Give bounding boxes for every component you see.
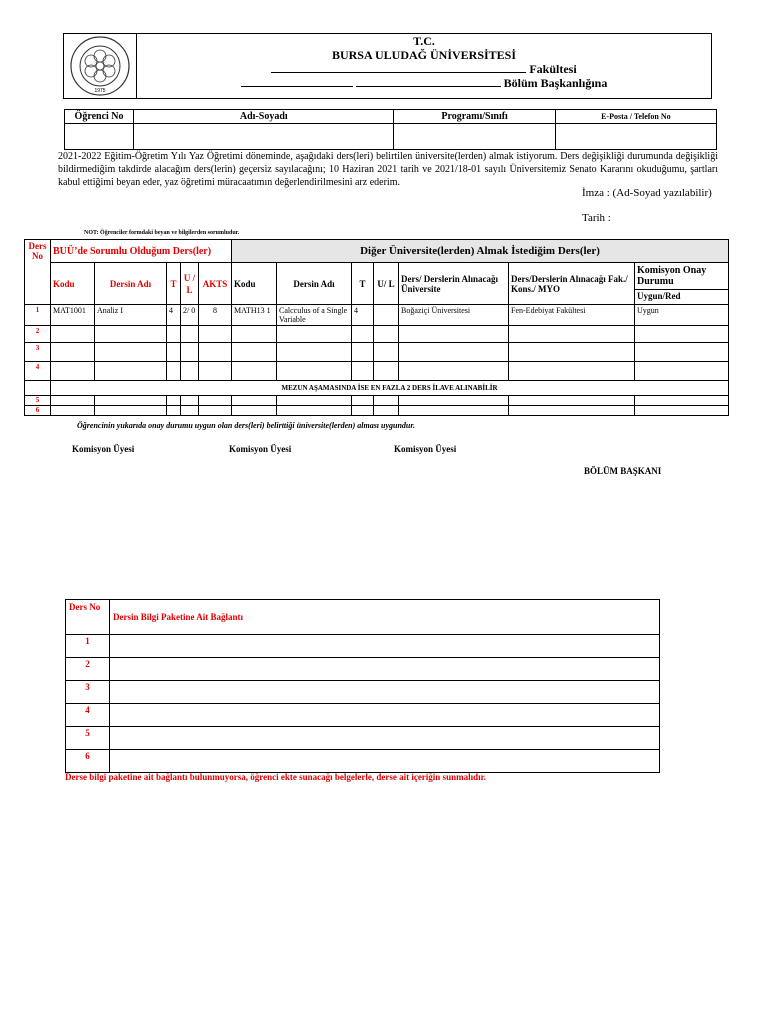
cell-ad-2[interactable] <box>277 396 352 406</box>
program-header: Programı/Sınıfı <box>394 110 555 124</box>
signature-label: İmza : (Ad-Soyad yazılabilir) <box>582 187 712 199</box>
contact-field[interactable] <box>555 124 716 150</box>
table-row <box>66 750 660 773</box>
cell-t[interactable] <box>167 396 181 406</box>
link-field[interactable] <box>110 681 660 704</box>
row-number: 6 <box>25 406 51 416</box>
cell-university[interactable] <box>399 362 509 381</box>
header-university: BURSA ULUDAĞ ÜNİVERSİTESİ <box>331 48 517 62</box>
responsibility-note: NOT: Öğrenciler formdaki beyan ve bilgilerden sorumludur. <box>84 230 240 236</box>
cell-t[interactable] <box>167 406 181 416</box>
col-kodu: Kodu <box>51 263 95 305</box>
cell-t[interactable] <box>167 343 181 362</box>
table-row <box>66 727 660 750</box>
course-table <box>24 239 729 416</box>
cell-ul[interactable] <box>181 326 199 343</box>
cell-onay[interactable]: Uygun <box>635 305 729 326</box>
row-number: 1 <box>25 305 51 326</box>
row-number: 5 <box>25 396 51 406</box>
cell-onay[interactable] <box>635 326 729 343</box>
cell-ad[interactable] <box>95 396 167 406</box>
cell-akts[interactable] <box>199 326 232 343</box>
committee-member-2: Komisyon Üyesi <box>229 444 292 454</box>
program-field[interactable] <box>394 124 555 150</box>
cell-ad-2[interactable]: Calcculus of a Single Variable <box>277 305 352 326</box>
col-t-2: T <box>352 263 374 305</box>
table-row <box>66 658 660 681</box>
cell-ul[interactable] <box>181 406 199 416</box>
cell-ad[interactable]: Analiz I <box>95 305 167 326</box>
declaration-text: 2021-2022 Eğitim-Öğretim Yılı Yaz Öğretimi döneminde, aşağıdaki ders(leri) belirtilen üniversite(lerden) almak istiyorum. Ders değişikliği durumunda değişikliği bildirmediğim takdirde alacağım ders(lerin) geçersiz sayılacağını; 10 Haziran 2021 tarih ve 2021/18-01 sayılı Üniversitemiz Senato Kararını okuduğumu, şartları kabul ettiğimi beyan eder, yaz öğretimi müracaatımın değerlendirilmesini arz ederim. <box>58 151 718 188</box>
cell-t-2[interactable] <box>352 406 374 416</box>
cell-university[interactable] <box>399 396 509 406</box>
cell-university[interactable] <box>399 326 509 343</box>
cell-akts[interactable]: 8 <box>199 305 232 326</box>
table-row <box>25 396 729 406</box>
col-ul: U / L <box>181 263 199 305</box>
col-kodu-2: Kodu <box>232 263 277 305</box>
link-col-ders-no: Ders No <box>66 600 110 635</box>
cell-t[interactable] <box>167 362 181 381</box>
cell-kodu-2[interactable] <box>232 396 277 406</box>
col-faculty: Ders/Derslerin Alınacağı Fak./ Kons./ MYO <box>509 263 635 305</box>
link-row-number: 4 <box>66 704 110 727</box>
cell-faculty[interactable]: Fen-Edebiyat Fakültesi <box>509 305 635 326</box>
cell-akts[interactable] <box>199 406 232 416</box>
student-info-table <box>64 109 717 150</box>
link-field[interactable] <box>110 704 660 727</box>
cell-ul-2[interactable] <box>374 362 399 381</box>
committee-member-1: Komisyon Üyesi <box>72 444 135 454</box>
link-col-link: Dersin Bilgi Paketine Ait Bağlantı <box>110 600 660 635</box>
cell-t-2[interactable] <box>352 396 374 406</box>
link-row-number: 3 <box>66 681 110 704</box>
link-field[interactable] <box>110 750 660 773</box>
cell-akts[interactable] <box>199 362 232 381</box>
col-komisyon <box>635 263 729 305</box>
cell-t-2[interactable]: 4 <box>352 305 374 326</box>
komisyon-sub: Uygun/Red <box>637 291 681 301</box>
cell-t-2[interactable] <box>352 326 374 343</box>
student-no-header: Öğrenci No <box>65 110 134 124</box>
col-dersin-adi-2: Dersin Adı <box>277 263 352 305</box>
cell-kodu[interactable] <box>51 406 95 416</box>
table-row <box>25 326 729 343</box>
cell-ul-2[interactable] <box>374 406 399 416</box>
table-row <box>25 305 729 326</box>
department-suffix: Bölüm Başkanlığına <box>503 76 608 90</box>
cell-kodu[interactable] <box>51 362 95 381</box>
department-blank[interactable] <box>356 86 501 87</box>
cell-ul[interactable] <box>181 396 199 406</box>
faculty-blank-2[interactable] <box>241 86 353 87</box>
cell-ad[interactable] <box>95 326 167 343</box>
cell-kodu-2[interactable]: MATH13 1 <box>232 305 277 326</box>
cell-ul-2[interactable] <box>374 326 399 343</box>
other-uni-courses-header: Diğer Üniversite(lerden) Almak İstediğim Ders(ler) <box>232 240 729 263</box>
student-no-field[interactable] <box>65 124 134 150</box>
cell-kodu-2[interactable] <box>232 343 277 362</box>
cell-akts[interactable] <box>199 343 232 362</box>
cell-t-2[interactable] <box>352 362 374 381</box>
link-field[interactable] <box>110 635 660 658</box>
cell-ul[interactable]: 2/ 0 <box>181 305 199 326</box>
cell-faculty[interactable] <box>509 362 635 381</box>
cell-kodu[interactable]: MAT1001 <box>51 305 95 326</box>
cell-kodu[interactable] <box>51 396 95 406</box>
cell-t[interactable]: 4 <box>167 305 181 326</box>
col-akts: AKTS <box>199 263 232 305</box>
date-label: Tarih : <box>582 212 611 224</box>
cell-kodu[interactable] <box>51 343 95 362</box>
cell-faculty[interactable] <box>509 326 635 343</box>
mezun-row <box>25 381 729 396</box>
cell-ad-2[interactable] <box>277 406 352 416</box>
cell-ad[interactable] <box>95 343 167 362</box>
cell-ul[interactable] <box>181 343 199 362</box>
cell-onay[interactable] <box>635 362 729 381</box>
table-row <box>66 635 660 658</box>
mezun-note: MEZUN AŞAMASINDA İSE EN FAZLA 2 DERS İLAVE ALINABİLİR <box>51 381 729 396</box>
course-link-table <box>65 599 660 773</box>
name-header: Adı-Soyadı <box>134 110 394 124</box>
header-department-line <box>137 76 711 90</box>
header-faculty-line <box>137 62 711 76</box>
cell-university[interactable] <box>399 406 509 416</box>
table-row <box>25 343 729 362</box>
link-row-number: 1 <box>66 635 110 658</box>
cell-ul-2[interactable] <box>374 305 399 326</box>
cell-ul-2[interactable] <box>374 396 399 406</box>
cell-ad-2[interactable] <box>277 326 352 343</box>
cell-t[interactable] <box>167 326 181 343</box>
col-t: T <box>167 263 181 305</box>
link-row-number: 2 <box>66 658 110 681</box>
col-university: Ders/ Derslerin Alınacağı Üniversite <box>399 263 509 305</box>
cell-university[interactable]: Boğaziçi Üniversitesi <box>399 305 509 326</box>
cell-onay[interactable] <box>635 406 729 416</box>
cell-university[interactable] <box>399 343 509 362</box>
name-field[interactable] <box>134 124 394 150</box>
cell-onay[interactable] <box>635 396 729 406</box>
cell-akts[interactable] <box>199 396 232 406</box>
cell-kodu-2[interactable] <box>232 362 277 381</box>
cell-ad-2[interactable] <box>277 362 352 381</box>
cell-kodu-2[interactable] <box>232 326 277 343</box>
table-row <box>25 362 729 381</box>
cell-ul-2[interactable] <box>374 343 399 362</box>
link-field[interactable] <box>110 658 660 681</box>
university-seal-logo <box>64 34 136 98</box>
cell-kodu[interactable] <box>51 326 95 343</box>
link-row-number: 6 <box>66 750 110 773</box>
header-text <box>137 34 711 90</box>
cell-kodu-2[interactable] <box>232 406 277 416</box>
cell-t-2[interactable] <box>352 343 374 362</box>
buu-courses-header: BUÜ’de Sorumlu Olduğum Ders(ler) <box>51 240 232 263</box>
form-header <box>63 33 712 99</box>
logo-year: 1975 <box>94 88 106 94</box>
link-note: Derse bilgi paketine ait bağlantı bulunmuyorsa, öğrenci ekte sunacağı belgelerle, derse ait içeriğin sunmalıdır. <box>65 772 486 782</box>
cell-onay[interactable] <box>635 343 729 362</box>
cell-faculty[interactable] <box>509 396 635 406</box>
approval-text: Öğrencinin yukarıda onay durumu uygun olan ders(leri) belirttiği üniversite(lerden) alması uygundur. <box>77 421 416 430</box>
table-row <box>66 704 660 727</box>
header-tc: T.C. <box>413 34 435 48</box>
link-row-number: 5 <box>66 727 110 750</box>
committee-member-3: Komisyon Üyesi <box>394 444 457 454</box>
cell-ad[interactable] <box>95 362 167 381</box>
col-ul-2: U/ L <box>374 263 399 305</box>
row-number: 3 <box>25 343 51 362</box>
department-head-label: BÖLÜM BAŞKANI <box>584 466 662 476</box>
faculty-suffix: Fakültesi <box>529 62 577 76</box>
komisyon-title: Komisyon Onay Durumu <box>635 265 728 290</box>
row-number: 2 <box>25 326 51 343</box>
cell-ad-2[interactable] <box>277 343 352 362</box>
contact-header: E-Posta / Telefon No <box>555 110 716 124</box>
cell-faculty[interactable] <box>509 406 635 416</box>
row-number: 4 <box>25 362 51 381</box>
logo-cell <box>64 34 137 98</box>
col-dersin-adi: Dersin Adı <box>95 263 167 305</box>
link-field[interactable] <box>110 727 660 750</box>
cell-ad[interactable] <box>95 406 167 416</box>
table-row <box>25 406 729 416</box>
ders-no-header: Ders No <box>25 240 51 305</box>
cell-ul[interactable] <box>181 362 199 381</box>
faculty-blank[interactable] <box>271 72 526 73</box>
table-row <box>66 681 660 704</box>
cell-faculty[interactable] <box>509 343 635 362</box>
